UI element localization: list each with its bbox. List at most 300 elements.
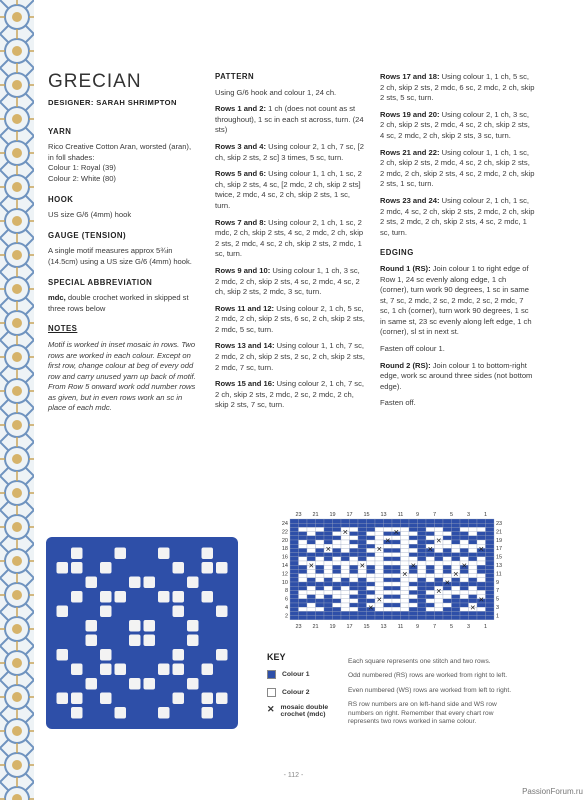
chart-cell	[384, 553, 393, 557]
notes-heading: NOTES	[48, 324, 78, 334]
designer-credit: DESIGNER: SARAH SHRIMPTON	[48, 98, 177, 107]
chart-cell	[324, 565, 333, 569]
row-number-left: 22	[281, 529, 288, 536]
chart-cell	[409, 553, 418, 557]
chart-cell	[443, 536, 452, 540]
chart-cell	[392, 569, 401, 573]
chart-cell	[350, 611, 359, 615]
chart-cell	[350, 607, 359, 611]
chart-cell	[299, 603, 308, 607]
chart-cell	[350, 565, 359, 569]
chart-cell	[418, 616, 427, 620]
chart-cell	[477, 590, 486, 594]
mdc-mark: ✕	[401, 570, 408, 579]
row-label: Rows 17 and 18:	[380, 72, 440, 81]
chart-cell	[341, 599, 350, 603]
chart-cell	[469, 574, 478, 578]
row-text: Using colour 2, 1 ch, 1 sc, 2 mdc, 4 sc, 2 ch, skip 2 sts, 2 mdc, 2 ch, skip 2 sts, 2 mdc, 2 ch, skip 2 sts, 4 sc, 2 mdc, 1 sc, turn.	[380, 195, 535, 237]
chart-cell	[392, 574, 401, 578]
mdc-mark: ✕	[308, 562, 315, 571]
chart-cell	[460, 519, 469, 523]
chart-cell	[350, 578, 359, 582]
fasten-off-1: Fasten off colour 1.	[380, 344, 445, 354]
chart-cell	[392, 599, 401, 603]
chart-cell	[460, 532, 469, 536]
motif-white-block	[202, 548, 214, 560]
chart-cell	[469, 578, 478, 582]
chart-cell	[324, 595, 333, 599]
chart-cell	[316, 548, 325, 552]
pattern-title: GRECIAN	[48, 71, 142, 92]
row-number-right: 7	[496, 588, 500, 595]
chart-cell	[426, 523, 435, 527]
chart-cell	[443, 595, 452, 599]
row-number-right: 15	[496, 554, 503, 561]
chart-cell	[367, 519, 376, 523]
chart-cell	[316, 565, 325, 569]
chart-cell	[401, 540, 410, 544]
chart-cell	[477, 574, 486, 578]
chart-cell	[409, 519, 418, 523]
chart-cell	[290, 611, 299, 615]
chart-cell	[316, 599, 325, 603]
chart-cell	[367, 586, 376, 590]
motif-white-block	[202, 693, 214, 705]
chart-cell	[367, 540, 376, 544]
chart-cell	[375, 527, 384, 531]
chart-cell	[350, 603, 359, 607]
chart-cell	[333, 586, 342, 590]
row-number-right: 9	[496, 579, 500, 586]
column-number-top: 9	[415, 512, 420, 518]
chart-cell	[324, 582, 333, 586]
row-text: Using colour 1, 1 ch, 1 sc, 2 ch, skip 2 sts, 4 sc, [2 mdc, 2 ch, skip 2 sts] twice, 2 mdc, 4 sc, 2 ch, skip 2 sts, 1 sc, turn.	[215, 169, 362, 210]
chart-cell	[299, 553, 308, 557]
chart-cell	[409, 607, 418, 611]
chart-cell	[443, 523, 452, 527]
chart-cell	[460, 603, 469, 607]
chart-cell	[443, 599, 452, 603]
chart-cell	[435, 561, 444, 565]
chart-cell	[333, 582, 342, 586]
row-number-left: 10	[281, 579, 288, 586]
chart-cell	[350, 557, 359, 561]
chart-cell	[384, 590, 393, 594]
chart-cell	[375, 607, 384, 611]
chart-cell	[460, 586, 469, 590]
chart-cell	[443, 553, 452, 557]
chart-cell	[341, 548, 350, 552]
chart-cell	[350, 590, 359, 594]
chart-cell	[350, 544, 359, 548]
column-number-top: 11	[397, 512, 404, 518]
chart-cell	[435, 553, 444, 557]
chart-cell	[452, 540, 461, 544]
chart-cell	[358, 548, 367, 552]
motif-white-block	[144, 678, 156, 690]
chart-cell	[401, 557, 410, 561]
chart-cell	[324, 557, 333, 561]
chart-cell	[443, 519, 452, 523]
chart-cell	[460, 557, 469, 561]
chart-cell	[341, 586, 350, 590]
chart-cell	[333, 540, 342, 544]
chart-cell	[443, 540, 452, 544]
chart-cell	[316, 532, 325, 536]
chart-cell	[299, 527, 308, 531]
chart-cell	[443, 561, 452, 565]
chart-cell	[460, 578, 469, 582]
chart-cell	[299, 540, 308, 544]
chart-cell	[409, 603, 418, 607]
chart-cell	[426, 616, 435, 620]
chart-cell	[290, 523, 299, 527]
chart-cell	[358, 536, 367, 540]
motif-white-block	[144, 577, 156, 589]
chart-cell	[384, 557, 393, 561]
chart-cell	[358, 595, 367, 599]
key-note-3: Even numbered (WS) rows are worked from left to right.	[348, 686, 512, 694]
chart-cell	[375, 532, 384, 536]
chart-cell	[452, 611, 461, 615]
motif-white-block	[129, 635, 141, 647]
key-note-1: Each square represents one stitch and two rows.	[348, 658, 491, 665]
chart-cell	[409, 557, 418, 561]
key-notes	[348, 658, 518, 732]
row-text: 1 ch (does not count as st throughout), 1 sc in each st across, turn. (24 sts)	[215, 104, 364, 135]
motif-white-block	[202, 591, 214, 603]
chart-cell	[486, 595, 495, 599]
column-number-top: 17	[346, 512, 353, 518]
chart-cell	[384, 565, 393, 569]
row-label: Rows 21 and 22:	[380, 147, 440, 157]
pattern-row	[380, 148, 535, 190]
chart-cell	[486, 603, 495, 607]
chart-cell	[358, 586, 367, 590]
pattern-row	[380, 110, 535, 142]
pattern-row	[215, 379, 365, 411]
chart-cell	[426, 603, 435, 607]
chart-cell	[324, 603, 333, 607]
chart-cell	[307, 595, 316, 599]
chart-cell	[435, 599, 444, 603]
chart-cell	[316, 574, 325, 578]
motif-white-block	[57, 649, 69, 661]
chart-cell	[333, 611, 342, 615]
chart-cell	[299, 536, 308, 540]
notes-text: Motif is worked in inset mosaic in rows. Two rows are worked in each colour. Except on first row, change colour at beg of every odd row and carry unused yarn up back of motif. From Row 5 onward work odd number rows as given, but in even rows work an sc in place of each mdc.	[48, 339, 196, 413]
key-colour-2	[267, 688, 310, 697]
chart-cell	[443, 590, 452, 594]
chart-cell	[299, 548, 308, 552]
chart-cell	[375, 565, 384, 569]
chart-cell	[443, 603, 452, 607]
column-number-top: 21	[312, 512, 319, 518]
colour-1-swatch	[267, 670, 276, 679]
chart-cell	[452, 582, 461, 586]
chart-cell	[426, 611, 435, 615]
stitch-chart	[278, 505, 508, 635]
row-text: Using colour 2, 1 ch, 7 sc, [2 ch, skip 2 sts, 2 sc] 3 times, 5 sc, turn.	[215, 141, 364, 162]
mdc-mark: ✕	[435, 537, 442, 545]
chart-cell	[469, 557, 478, 561]
chart-cell	[460, 536, 469, 540]
chart-cell	[409, 523, 418, 527]
mdc-mark: ✕	[325, 545, 332, 554]
chart-cell	[333, 565, 342, 569]
chart-cell	[307, 599, 316, 603]
chart-cell	[375, 569, 384, 573]
chart-cell	[435, 603, 444, 607]
motif-white-block	[57, 606, 69, 618]
chart-cell	[486, 574, 495, 578]
tile-border	[0, 0, 34, 800]
motif-white-block	[173, 649, 185, 661]
chart-cell	[384, 595, 393, 599]
page-number: - 112 -	[283, 772, 304, 779]
chart-cell	[426, 557, 435, 561]
chart-cell	[316, 557, 325, 561]
round-2-text: Join colour 1 to bottom-right edge, work sc around three sides (not bottom edge).	[380, 360, 533, 391]
motif-white-block	[115, 707, 127, 719]
chart-cell	[375, 540, 384, 544]
chart-cell	[307, 536, 316, 540]
chart-cell	[392, 607, 401, 611]
chart-cell	[341, 590, 350, 594]
chart-cell	[460, 540, 469, 544]
chart-cell	[469, 586, 478, 590]
column-number-top: 7	[432, 512, 437, 518]
chart-cell	[452, 544, 461, 548]
chart-cell	[316, 544, 325, 548]
motif-white-block	[100, 606, 112, 618]
chart-cell	[324, 586, 333, 590]
chart-cell	[486, 616, 495, 620]
column-number-bottom: 13	[380, 623, 387, 630]
chart-cell	[469, 553, 478, 557]
chart-cell	[435, 616, 444, 620]
motif-white-block	[158, 548, 170, 560]
chart-cell	[409, 616, 418, 620]
hook-text: US size G/6 (4mm) hook	[48, 210, 132, 220]
chart-cell	[486, 586, 495, 590]
chart-cell	[477, 586, 486, 590]
chart-cell	[290, 586, 299, 590]
chart-cell	[299, 611, 308, 615]
chart-cell	[469, 616, 478, 620]
motif-white-block	[173, 693, 185, 705]
key-colour-2-label: Colour 2	[282, 689, 310, 696]
chart-cell	[443, 557, 452, 561]
chart-cell	[375, 523, 384, 527]
chart-cell	[299, 586, 308, 590]
chart-cell	[401, 582, 410, 586]
chart-cell	[452, 519, 461, 523]
chart-cell	[324, 532, 333, 536]
chart-cell	[341, 574, 350, 578]
chart-cell	[486, 565, 495, 569]
chart-cell	[316, 582, 325, 586]
mdc-mark: ✕	[384, 537, 391, 545]
chart-cell	[426, 536, 435, 540]
chart-cell	[358, 574, 367, 578]
chart-cell	[486, 599, 495, 603]
chart-cell	[418, 582, 427, 586]
chart-cell	[384, 616, 393, 620]
row-number-left: 14	[281, 563, 288, 569]
row-label: Rows 13 and 14:	[215, 341, 275, 351]
mdc-mark: ✕	[342, 528, 349, 537]
chart-cell	[426, 527, 435, 531]
chart-cell	[435, 565, 444, 569]
motif-white-block	[144, 620, 156, 632]
chart-cell	[307, 586, 316, 590]
chart-cell	[341, 561, 350, 565]
column-info	[48, 72, 198, 420]
chart-cell	[401, 527, 410, 531]
chart-cell	[299, 569, 308, 573]
round-1-label: Round 1 (RS):	[380, 263, 431, 273]
chart-cell	[392, 578, 401, 582]
chart-cell	[435, 582, 444, 586]
row-label: Rows 7 and 8:	[215, 217, 267, 227]
motif-white-block	[216, 562, 228, 574]
chart-cell	[333, 519, 342, 523]
chart-cell	[486, 557, 495, 561]
key-title: KEY	[267, 652, 286, 662]
chart-cell	[477, 565, 486, 569]
chart-cell	[477, 616, 486, 620]
mdc-mark: ✕	[469, 604, 476, 613]
chart-cell	[358, 599, 367, 603]
chart-cell	[299, 523, 308, 527]
chart-cell	[299, 590, 308, 594]
pattern-row	[215, 341, 365, 373]
chart-cell	[375, 578, 384, 582]
chart-cell	[469, 536, 478, 540]
chart-cell	[307, 590, 316, 594]
chart-cell	[486, 578, 495, 582]
colour-2-swatch	[267, 688, 276, 697]
row-number-left: 20	[281, 537, 288, 544]
chart-cell	[358, 553, 367, 557]
row-number-right: 23	[496, 521, 503, 527]
mdc-mark: ✕	[367, 604, 374, 613]
chart-cell	[418, 519, 427, 523]
chart-cell	[469, 599, 478, 603]
chart-cell	[324, 519, 333, 523]
motif-white-block	[100, 562, 112, 574]
chart-cell	[299, 607, 308, 611]
motif-white-block	[187, 635, 199, 647]
chart-cell	[469, 544, 478, 548]
motif-white-block	[173, 606, 185, 618]
edging-heading: EDGING	[380, 248, 414, 258]
chart-cell	[486, 561, 495, 565]
chart-cell	[290, 557, 299, 561]
row-text: Using colour 2, 1 ch, 5 sc, 2 mdc, 2 ch, skip 2 sts, 6 sc, 2 ch, skip 2 sts, 2 mdc, 5 sc, turn.	[215, 303, 365, 334]
chart-cell	[350, 548, 359, 552]
motif-white-block	[71, 591, 83, 603]
row-label: Rows 5 and 6:	[215, 169, 267, 179]
pattern-heading: PATTERN	[215, 72, 255, 81]
chart-cell	[307, 578, 316, 582]
chart-cell	[401, 599, 410, 603]
chart-cell	[460, 553, 469, 557]
chart-cell	[384, 569, 393, 573]
chart-cell	[469, 565, 478, 569]
chart-cell	[486, 536, 495, 540]
special-text	[48, 293, 198, 314]
row-number-left: 4	[284, 605, 288, 611]
motif-white-block	[202, 562, 214, 574]
mdc-mark: ✕	[427, 545, 434, 554]
chart-cell	[452, 607, 461, 611]
chart-cell	[316, 595, 325, 599]
motif-white-block	[100, 649, 112, 661]
round-2-label: Round 2 (RS):	[380, 360, 431, 370]
chart-cell	[409, 595, 418, 599]
chart-cell	[333, 523, 342, 527]
chart-cell	[316, 536, 325, 540]
chart-cell	[307, 532, 316, 536]
chart-cell	[477, 523, 486, 527]
column-number-top: 23	[295, 512, 302, 518]
chart-cell	[358, 616, 367, 620]
hook-heading: HOOK	[48, 194, 74, 204]
chart-cell	[307, 553, 316, 557]
chart-cell	[341, 616, 350, 620]
chart-cell	[469, 595, 478, 599]
chart-cell	[418, 595, 427, 599]
column-number-bottom: 9	[415, 623, 420, 630]
row-label: Rows 9 and 10:	[215, 265, 271, 275]
chart-cell	[469, 582, 478, 586]
chart-cell	[299, 561, 308, 565]
column-pattern	[215, 72, 365, 417]
chart-cell	[418, 536, 427, 540]
chart-cell	[324, 616, 333, 620]
chart-cell	[341, 544, 350, 548]
chart-cell	[358, 611, 367, 615]
chart-cell	[299, 599, 308, 603]
chart-cell	[460, 607, 469, 611]
chart-cell	[443, 607, 452, 611]
chart-cell	[392, 548, 401, 552]
chart-cell	[452, 532, 461, 536]
chart-cell	[324, 561, 333, 565]
chart-cell	[375, 582, 384, 586]
key-colour-1-label: Colour 1	[282, 671, 310, 678]
chart-cell	[443, 565, 452, 569]
chart-cell	[477, 561, 486, 565]
chart-cell	[460, 574, 469, 578]
chart-cell	[358, 557, 367, 561]
chart-cell	[426, 565, 435, 569]
chart-cell	[477, 540, 486, 544]
motif-white-block	[202, 664, 214, 676]
chart-cell	[350, 540, 359, 544]
chart-cell	[384, 578, 393, 582]
motif-white-block	[187, 577, 199, 589]
chart-cell	[392, 586, 401, 590]
chart-cell	[367, 599, 376, 603]
column-number-top: 13	[380, 512, 387, 518]
mdc-mark: ✕	[478, 545, 485, 554]
motif-white-block	[86, 678, 98, 690]
chart-cell	[350, 582, 359, 586]
column-number-bottom: 7	[432, 623, 437, 630]
